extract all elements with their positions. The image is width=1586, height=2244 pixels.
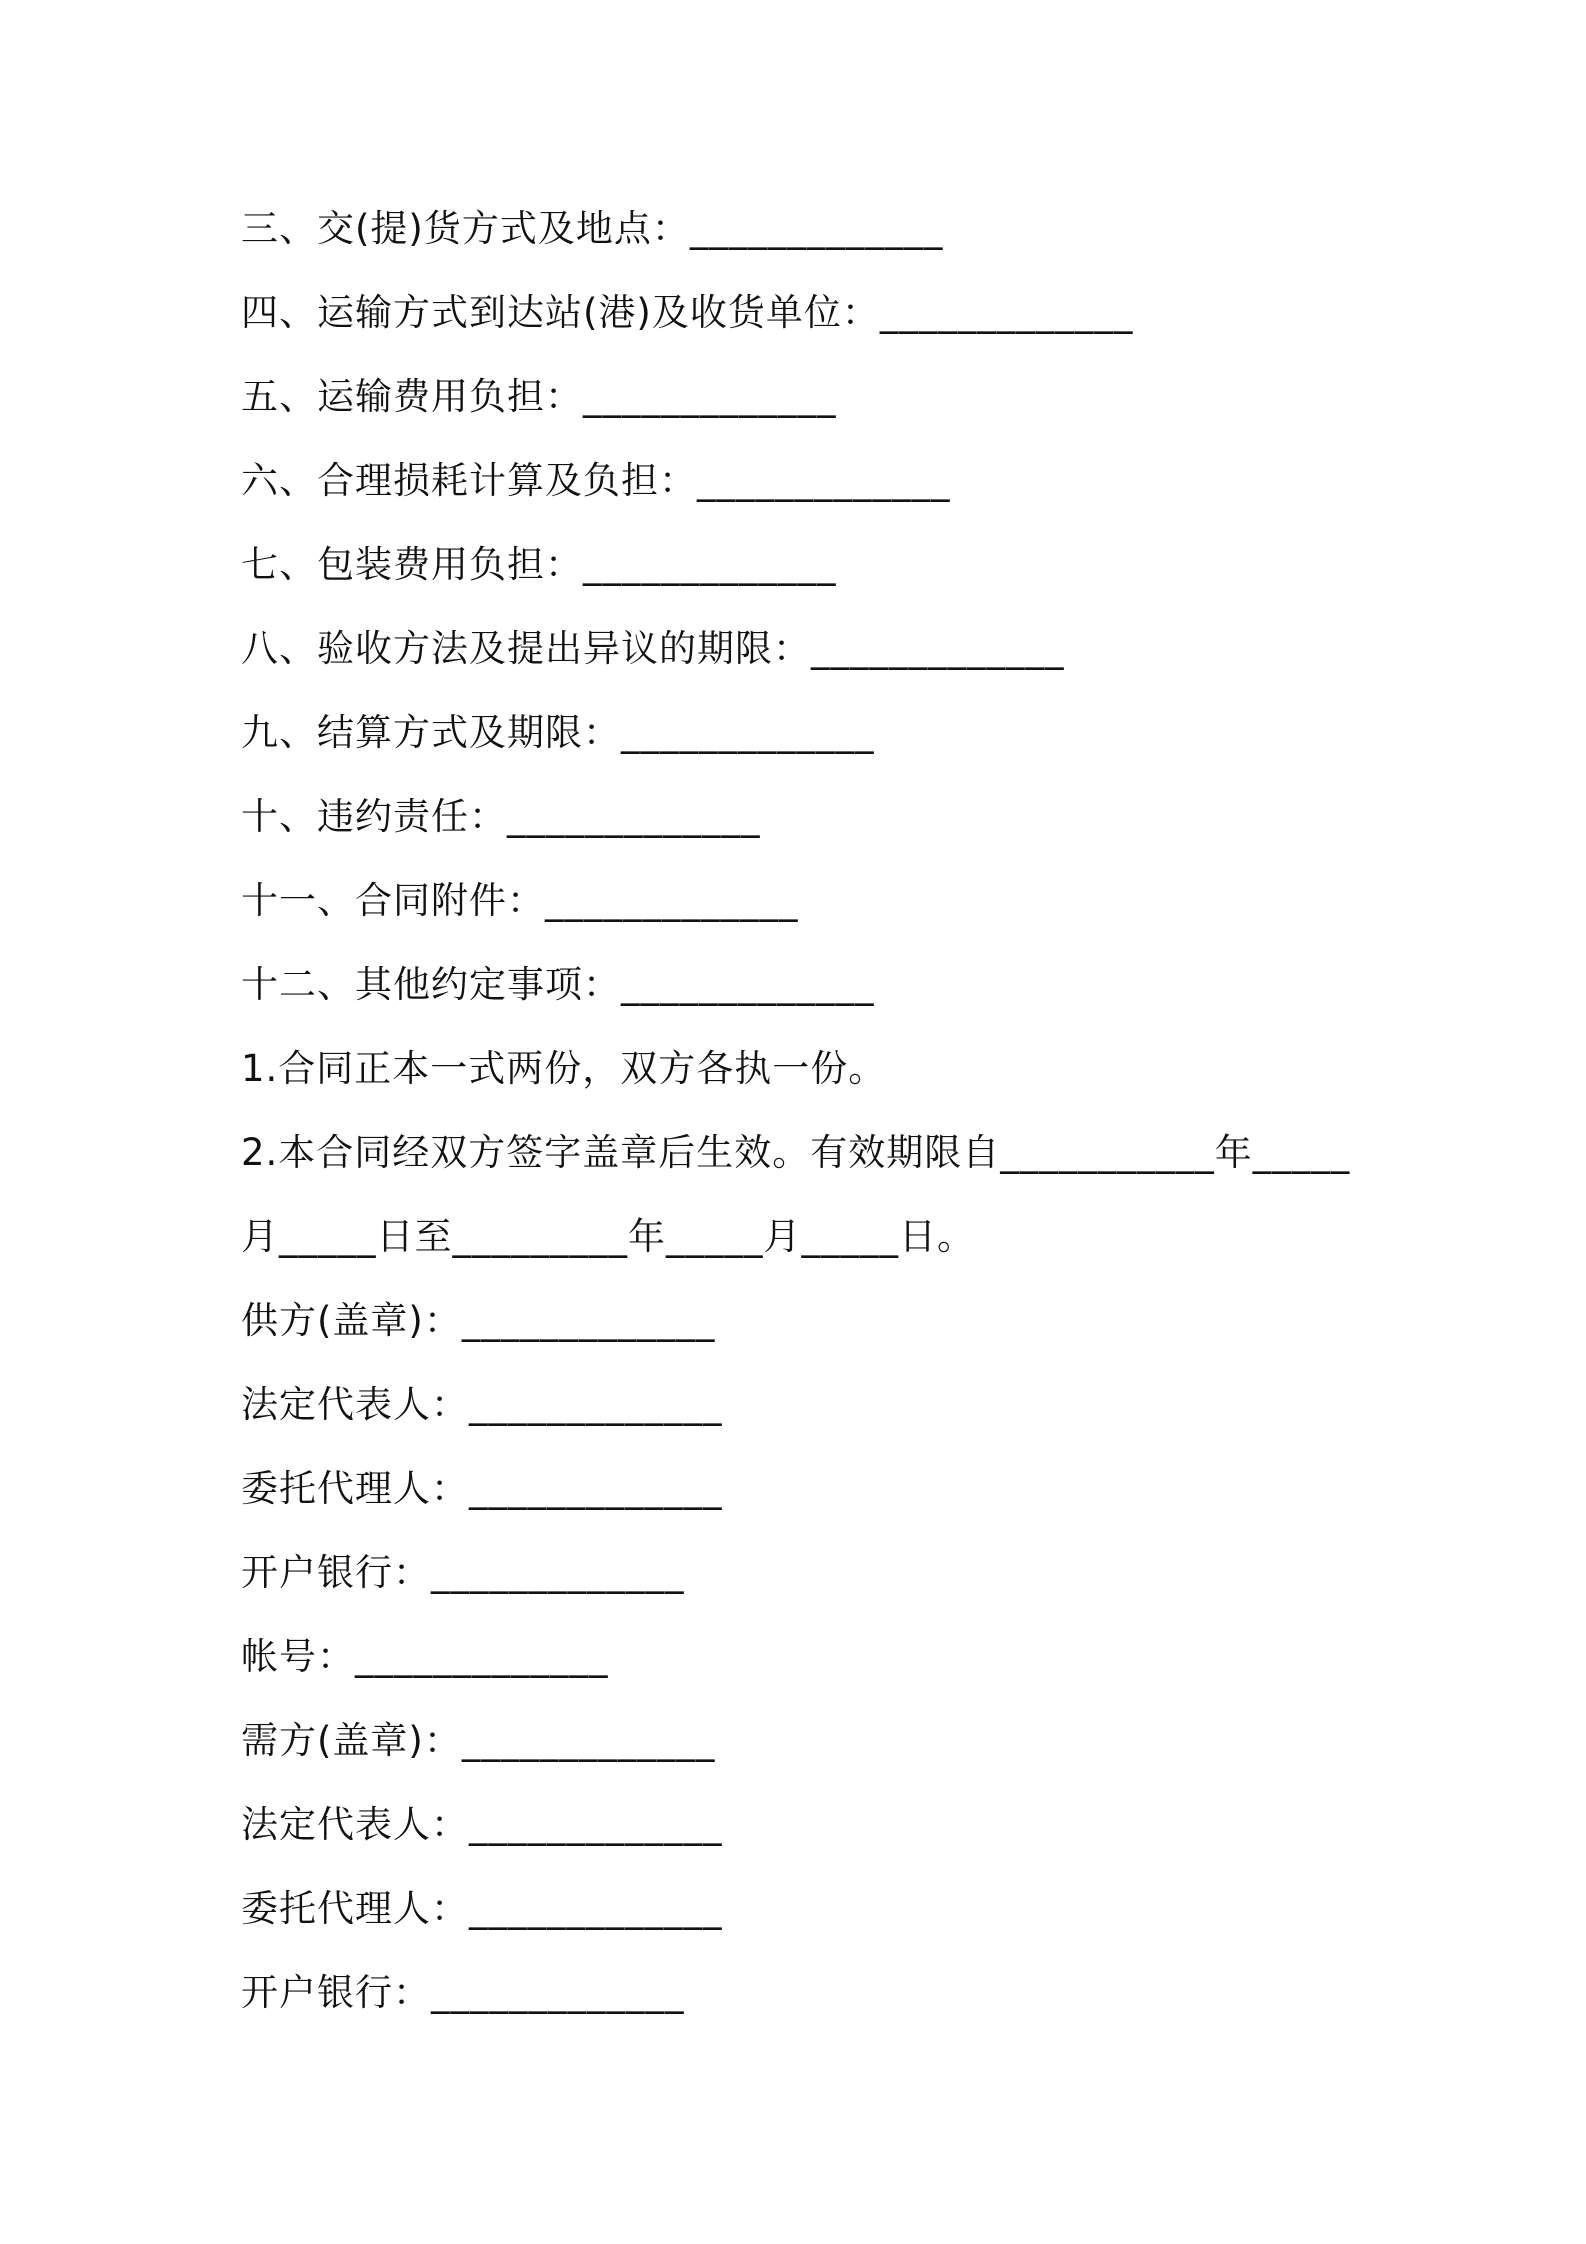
clause-delivery-method: 三、交(提)货方式及地点：_____________ <box>241 207 944 250</box>
clause-acceptance-method: 八、验收方法及提出异议的期限：_____________ <box>241 627 1065 670</box>
buyer-bank-field: 开户银行：_____________ <box>241 1971 685 2014</box>
contract-body <box>241 198 1361 2046</box>
buyer-seal-field: 需方(盖章)：_____________ <box>241 1719 716 1762</box>
clause-packaging-cost: 七、包装费用负担：_____________ <box>241 543 837 586</box>
note-copies: 1.合同正本一式两份，双方各执一份。 <box>241 1047 887 1090</box>
note-validity-end: 月_____日至_________年_____月_____日。 <box>241 1215 975 1258</box>
clause-loss-calculation: 六、合理损耗计算及负担：_____________ <box>241 459 951 502</box>
note-validity-start: 2.本合同经双方签字盖章后生效。有效期限自___________年_____ <box>241 1131 1351 1174</box>
supplier-account-field: 帐号：_____________ <box>241 1635 609 1678</box>
supplier-bank-field: 开户银行：_____________ <box>241 1551 685 1594</box>
buyer-agent-field: 委托代理人：_____________ <box>241 1887 723 1930</box>
clause-other-agreements: 十二、其他约定事项：_____________ <box>241 963 875 1006</box>
buyer-legal-rep-field: 法定代表人：_____________ <box>241 1803 723 1846</box>
supplier-legal-rep-field: 法定代表人：_____________ <box>241 1383 723 1426</box>
clause-settlement-method: 九、结算方式及期限：_____________ <box>241 711 875 754</box>
clause-transport-cost: 五、运输费用负担：_____________ <box>241 375 837 418</box>
supplier-agent-field: 委托代理人：_____________ <box>241 1467 723 1510</box>
clause-contract-annex: 十一、合同附件：_____________ <box>241 879 799 922</box>
clause-transport-method: 四、运输方式到达站(港)及收货单位：_____________ <box>241 291 1134 334</box>
clause-breach-liability: 十、违约责任：_____________ <box>241 795 761 838</box>
supplier-seal-field: 供方(盖章)：_____________ <box>241 1299 716 1342</box>
